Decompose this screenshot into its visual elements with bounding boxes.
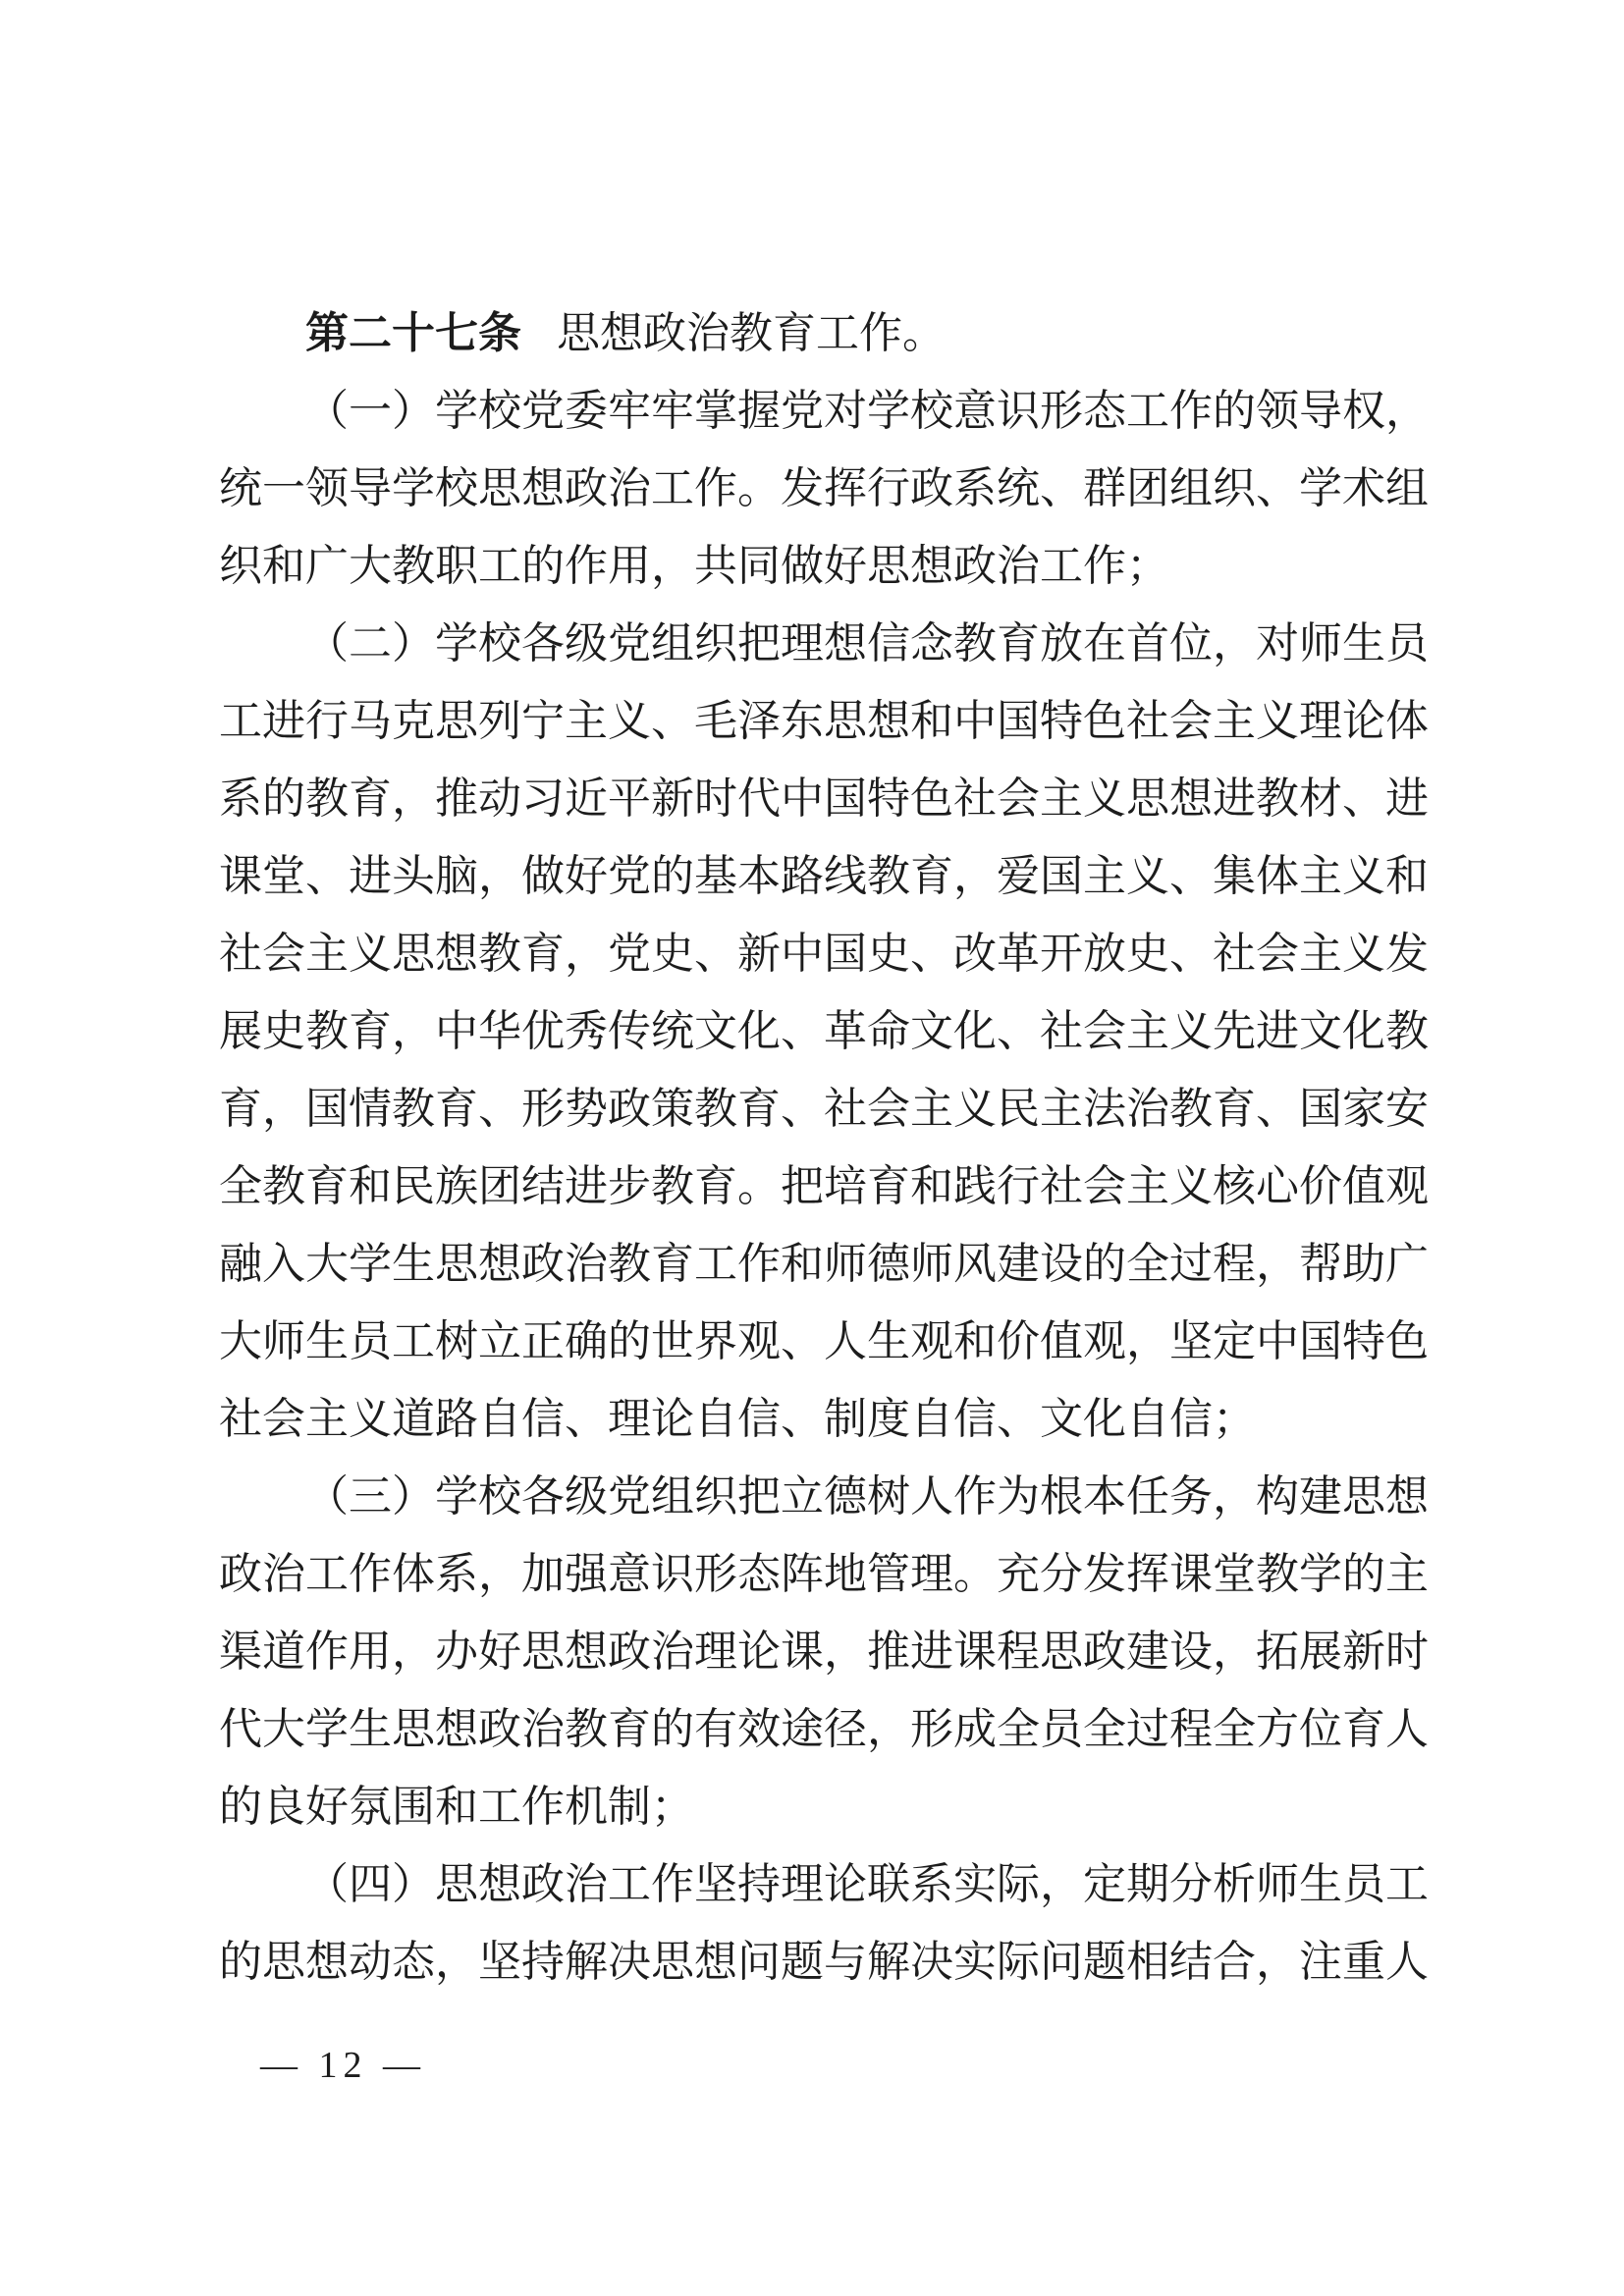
page-number: — 12 —: [260, 2045, 426, 2086]
body-paragraph-2: （二）学校各级党组织把理想信念教育放在首位，对师生员工进行马克思列宁主义、毛泽东思想和中国特色社会主义理论体系的教育，推动习近平新时代中国特色社会主义思想进教材、进课堂、进头脑，做好党的基本路线教育，爱国主义、集体主义和社会主义思想教育，党史、新中国史、改革开放史、社会主义发展史教育，中华优秀传统文化、革命文化、社会主义先进文化教育，国情教育、形势政策教育、社会主义民主法治教育、国家安全教育和民族团结进步教育。把培育和践行社会主义核心价值观融入大学生思想政治教育工作和师德师风建设的全过程，帮助广大师生员工树立正确的世界观、人生观和价值观，坚定中国特色社会主义道路自信、理论自信、制度自信、文化自信；: [219, 619, 1429, 1443]
body-paragraph-3: （三）学校各级党组织把立德树人作为根本任务，构建思想政治工作体系，加强意识形态阵地管理。充分发挥课堂教学的主渠道作用，办好思想政治理论课，推进课程思政建设，拓展新时代大学生思想政治教育的有效途径，形成全员全过程全方位育人的良好氛围和工作机制；: [219, 1472, 1429, 1831]
article-number: 第二十七条: [305, 309, 521, 357]
article-body: [219, 294, 1429, 2001]
body-paragraph-1: （一）学校党委牢牢掌握党对学校意识形态工作的领导权，统一领导学校思想政治工作。发挥行政系统、群团组织、学术组织和广大教职工的作用，共同做好思想政治工作；: [219, 387, 1429, 590]
body-paragraph-4: （四）思想政治工作坚持理论联系实际，定期分析师生员工的思想动态，坚持解决思想问题与解决实际问题相结合，注重人: [219, 1860, 1429, 1986]
article-title: 思想政治教育工作。: [557, 309, 946, 357]
article-heading: [219, 294, 1429, 372]
